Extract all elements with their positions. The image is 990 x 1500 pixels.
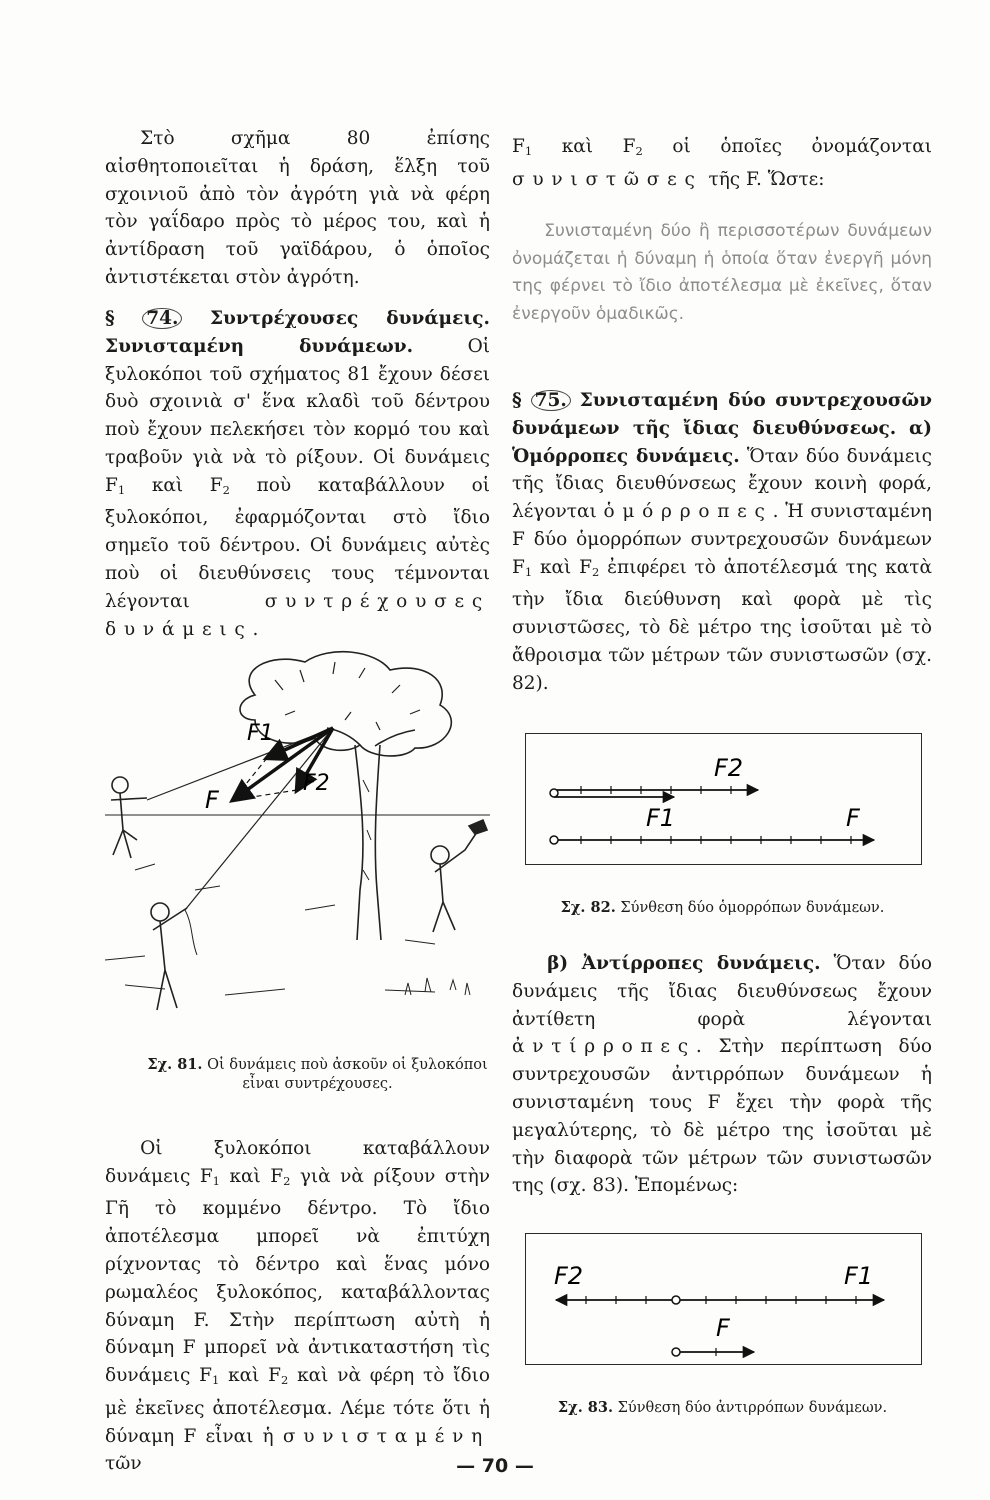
- label-f1: F1: [844, 1262, 874, 1290]
- text-span: τῆς F. Ὥστε:: [702, 168, 825, 190]
- text-span: οἱ ὁποῖες ὀνομάζονται: [642, 136, 932, 157]
- lumberjack-with-axe: [431, 820, 487, 932]
- caption-text: Σύνθεση δύο ὁμορρόπων δυνάμεων.: [620, 900, 885, 916]
- ground: [105, 815, 490, 995]
- definition-resultant: Συνισταμένη δύο ἢ περισσοτέρων δυνάμεων ὀνομάζεται ἡ δύναμη ἡ ὁποία ὅταν ἐνεργῆ μόνη της φέρνει τὸ ἴδιο ἀποτέλεσμα μὲ ἐκεῖνες, ὅταν ἐνεργοῦν ὁμαδικῶς.: [512, 221, 932, 324]
- text-span: . Ἡ συνισταμένη F δύο ὁμορρόπων συντρεχουσῶν δυνάμεων F: [512, 501, 932, 578]
- text-span: καὶ F: [532, 136, 636, 157]
- subsection-label: α) Ὁμόρροπες δυνάμεις.: [512, 417, 932, 467]
- fig81-illustration: [105, 640, 490, 1020]
- paragraph-fig80: Στὸ σχῆμα 80 ἐπίσης αἰσθητοποιεῖται ἡ δράση, ἕλξη τοῦ σχοινιοῦ ἀπὸ τὸν ἀγρότη γιὰ νὰ φέρη τὸν γαΐδαρο πρὸς τὸ μέρος του, καὶ ἡ ἀντίδραση τοῦ γαϊδάρου, ὁ ὁποῖος ἀντιστέκεται στὸν ἀγρότη.: [105, 128, 490, 288]
- subscript: 2: [222, 482, 230, 497]
- subscript: 1: [212, 1173, 220, 1188]
- text-span: Ὅταν δύο δυνάμεις τῆς ἴδιας διευθύνσεως ἔχουν ἀντίθετη φορὰ λέγονται: [512, 953, 932, 1030]
- caption-text: Οἱ δυνάμεις ποὺ ἀσκοῦν οἱ ξυλοκόποι εἶναι συντρέχουσες.: [207, 1057, 488, 1092]
- label-f2: F2: [714, 754, 744, 782]
- text-span: Οἱ ξυλοκόποι τοῦ σχήματος 81 ἔχουν δέσει δυὸ σχοινιὰ σ' ἕνα κλαδὶ τοῦ δέντρου ποὺ ἔχουν πελεκήσει τὸν κορμό του καὶ τραβοῦν γιὰ νὰ τὸ ρίξουν. Οἱ δυνάμεις F: [105, 335, 490, 496]
- section-74: [105, 305, 490, 643]
- tree-trunk: [355, 745, 381, 940]
- spaced-term: συνιστῶσες: [512, 168, 703, 190]
- fig83-diagram: [526, 1234, 921, 1364]
- text-span: καὶ F: [125, 474, 223, 496]
- text-span: τῶν: [105, 1453, 142, 1475]
- caption-number: Σχ. 83.: [557, 1399, 614, 1416]
- label-f1: F1: [247, 721, 274, 746]
- text-span: καὶ F: [219, 1165, 284, 1187]
- paragraph-resultant: [105, 1135, 490, 1478]
- text-span: καὶ F: [532, 556, 592, 578]
- lumberjack-top-left: [111, 777, 147, 858]
- subscript: 2: [591, 564, 600, 579]
- spaced-term: συντρέχουσες δυνάμεις.: [105, 590, 490, 640]
- label-f2: F2: [554, 1262, 584, 1290]
- fig83-caption: [525, 1398, 920, 1418]
- section-75b: [512, 950, 932, 1200]
- caption-number: Σχ. 82.: [560, 899, 616, 916]
- text-span: F: [512, 136, 525, 157]
- label-f2: F2: [303, 771, 330, 796]
- text-span: Ὅταν δύο δυνάμεις τῆς ἴδιας διευθύνσεως ἔχουν κοινὴ φορά, λέγονται: [512, 445, 932, 523]
- text-span: καὶ F: [219, 1365, 282, 1387]
- rope-lower: [185, 728, 333, 910]
- label-f1: F1: [646, 804, 676, 832]
- text-span: γιὰ νὰ ρίξουν στὴν Γῆ τὸ κομμένο δέντρο. Τὸ ἴδιο ἀποτέλεσμα μπορεῖ νὰ ἐπιτύχη ρίχνοντας τὸ δέντρο καὶ ἕνας μόνο ρωμαλέος ξυλοκόπος, καταβάλλοντας δύναμη F. Στὴν περίπτωση αὐτὴ ἡ δύναμη F μπορεῖ νὰ ἀντικαταστήση τὶς δυνάμεις F: [105, 1165, 490, 1387]
- section-title: Συνισταμένη δύο συντρεχουσῶν δυνάμεων τῆς ἴδιας διευθύνσεως.: [512, 390, 932, 439]
- fig82-caption: [525, 898, 920, 918]
- spaced-term: ὁμόρροπες: [603, 501, 773, 523]
- section-75: [512, 387, 932, 698]
- subscript: 1: [524, 143, 533, 158]
- text-span: ἐπιφέρει τὸ ἀποτέλεσμά της κατὰ τὴν ἴδια διεύθυνση καὶ φορὰ μὲ τὶς συνιστῶσες, τὸ δὲ μέτρο της ἰσοῦται μὲ τὸ ἄθροισμα τῶν μέτρων τῶν συνιστωσῶν (σχ. 82).: [512, 556, 932, 694]
- lumberjack-bottom-left: [151, 903, 197, 1010]
- subscript: 1: [211, 1373, 220, 1388]
- fig82-box: [525, 733, 922, 865]
- label-f: F: [716, 1314, 730, 1342]
- fig82-diagram: [526, 734, 921, 864]
- subscript: 1: [117, 482, 126, 497]
- page-number: — 70 —: [456, 1455, 534, 1477]
- subscript: 2: [635, 143, 643, 158]
- paragraph-components: [512, 133, 932, 193]
- fig83-box: [525, 1233, 922, 1365]
- text-span: . Στὴν περίπτωση δύο συντρεχουσῶν ἀντιρρόπων δυνάμεων ἡ συνισταμένη τους F ἔχει τὴν φορὰ τῆς μεγαλύτερης, τὸ δὲ μέτρο της ἰσοῦται μὲ τὴν διαφορὰ τῶν μέτρων τῶν συνιστωσῶν της (σχ. 83). Ἑπομένως:: [512, 1036, 932, 1197]
- subscript: 1: [524, 564, 533, 579]
- section-title: Συντρέχουσες δυνάμεις. Συνισταμένη δυνάμεων.: [105, 308, 490, 357]
- label-f: F: [205, 786, 219, 814]
- text-span: καὶ νὰ φέρη τὸ ἴδιο μὲ ἐκεῖνες ἀποτέλεσμα. Λέμε τότε ὅτι ἡ δύναμη F εἶναι ἡ: [105, 1365, 491, 1447]
- subsection-label: β) Ἀντίρροπες δυνάμεις.: [547, 953, 821, 974]
- section-symbol: §: [512, 390, 522, 411]
- caption-number: Σχ. 81.: [147, 1056, 203, 1073]
- spaced-term: συνισταμένη: [282, 1425, 490, 1447]
- section-number: 75.: [531, 390, 571, 411]
- spaced-term: ἀντίρροπες: [512, 1036, 696, 1058]
- label-f: F: [846, 804, 860, 832]
- text-span: Οἱ ξυλοκόποι καταβάλλουν δυνάμεις F: [105, 1138, 490, 1187]
- text-span: ποὺ καταβάλλουν οἱ ξυλοκόποι, ἐφαρμόζονται στὸ ἴδιο σημεῖο τοῦ δέντρου. Οἱ δυνάμεις αὐτὲς ποὺ οἱ διευθύνσεις τους τέμνονται λέγονται: [105, 474, 490, 612]
- caption-text: Σύνθεση δύο ἀντιρρόπων δυνάμεων.: [617, 1400, 888, 1416]
- subscript: 2: [283, 1173, 291, 1188]
- section-symbol: §: [105, 308, 115, 329]
- fig81-caption: [145, 1055, 490, 1094]
- section-number: 74.: [142, 308, 182, 329]
- subscript: 2: [281, 1373, 289, 1388]
